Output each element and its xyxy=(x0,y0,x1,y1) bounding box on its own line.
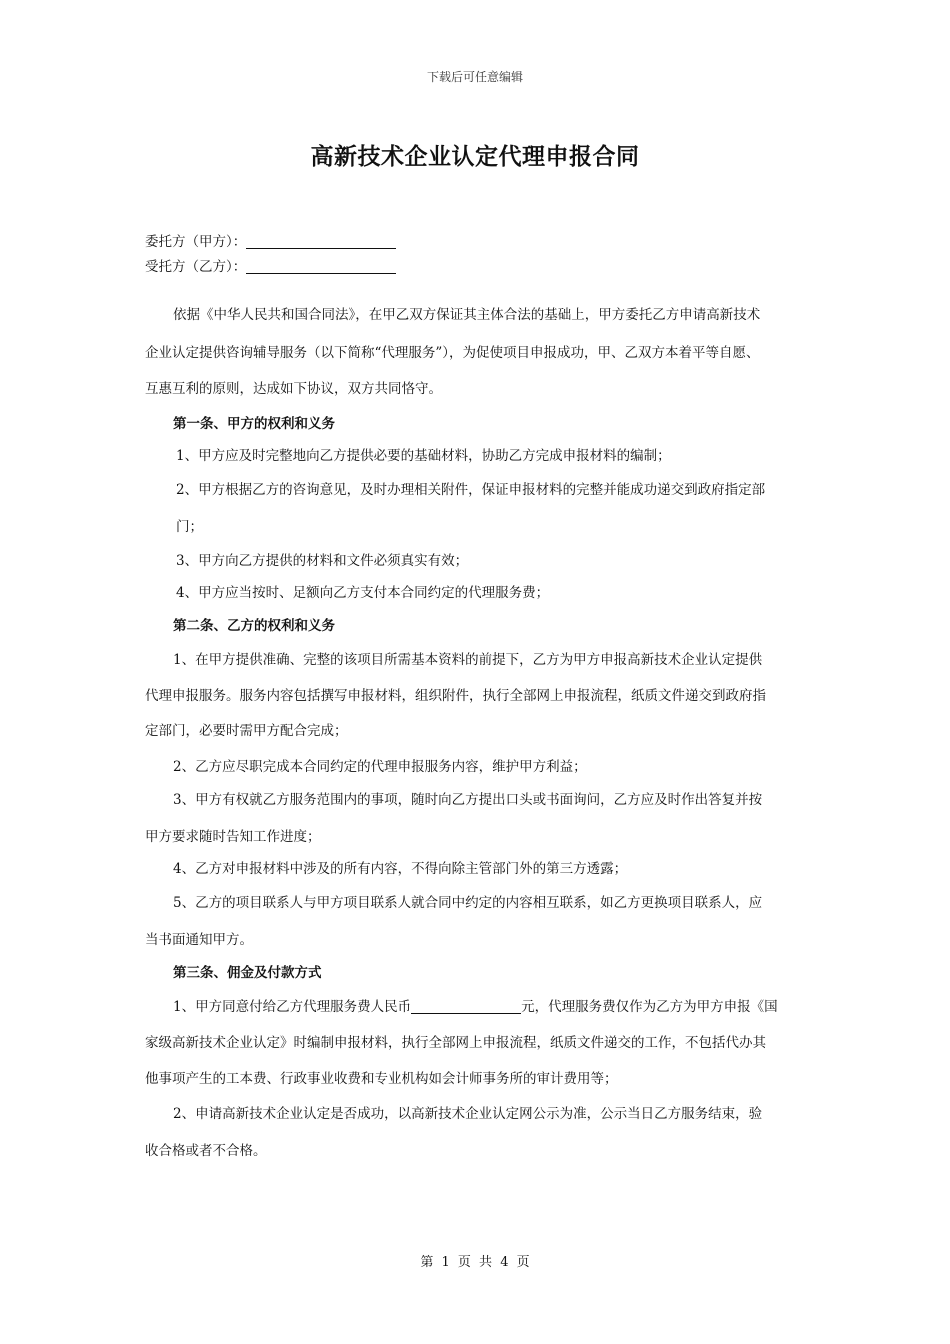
intro-line: 互惠互利的原则，达成如下协议，双方共同恪守。 xyxy=(145,381,442,397)
fee-text-after: 元，代理服务费仅作为乙方为甲方申报《国 xyxy=(521,999,778,1015)
article-2-item: 代理申报服务。服务内容包括撰写申报材料，组织附件，执行全部网上申报流程，纸质文件递交到政府指 xyxy=(145,688,766,704)
party-a-blank xyxy=(246,234,396,249)
party-a-label: 委托方（甲方）： xyxy=(145,234,247,250)
article-2-item: 1、在甲方提供准确、完整的该项目所需基本资料的前提下，乙方为甲方申报高新技术企业认定提供 xyxy=(173,652,763,668)
fee-amount-blank xyxy=(411,999,521,1014)
party-b-row xyxy=(145,255,396,275)
article-3-item: 他事项产生的工本费、行政事业收费和专业机构如会计师事务所的审计费用等； xyxy=(145,1071,618,1087)
article-2-item: 当书面通知甲方。 xyxy=(145,932,253,948)
page-number: 第 1 页 共 4 页 xyxy=(420,1255,530,1270)
party-b-label: 受托方（乙方）： xyxy=(145,259,247,275)
article-2-heading: 第二条、乙方的权利和义务 xyxy=(173,618,335,634)
article-1-item: 1、甲方应及时完整地向乙方提供必要的基础材料，协助乙方完成申报材料的编制； xyxy=(176,448,671,464)
article-3-heading: 第三条、佣金及付款方式 xyxy=(173,965,322,981)
page-title: 高新技术企业认定代理申报合同 xyxy=(310,143,640,170)
party-a-row xyxy=(145,230,396,250)
article-3-item: 家级高新技术企业认定》时编制申报材料，执行全部网上申报流程，纸质文件递交的工作，不包括代办其 xyxy=(145,1035,766,1051)
article-1-item: 门； xyxy=(176,519,203,535)
fee-text-before: 1、甲方同意付给乙方代理服务费人民币 xyxy=(173,999,412,1015)
intro-line: 依据《中华人民共和国合同法》，在甲乙双方保证其主体合法的基础上，甲方委托乙方申请高新技术 xyxy=(173,307,761,323)
article-1-heading: 第一条、甲方的权利和义务 xyxy=(173,416,335,432)
article-2-item: 甲方要求随时告知工作进度； xyxy=(145,829,321,845)
article-3-item xyxy=(173,995,843,1015)
intro-line: 企业认定提供咨询辅导服务（以下简称“代理服务”），为促使项目申报成功，甲、乙双方本着平等自愿、 xyxy=(145,345,760,361)
article-1-item: 3、甲方向乙方提供的材料和文件必须真实有效； xyxy=(176,553,469,569)
article-2-item: 5、乙方的项目联系人与甲方项目联系人就合同中约定的内容相互联系，如乙方更换项目联系人，应 xyxy=(173,895,763,911)
header-note: 下载后可任意编辑 xyxy=(426,70,523,84)
article-1-item: 2、甲方根据乙方的咨询意见，及时办理相关附件，保证申报材料的完整并能成功递交到政府指定部 xyxy=(176,482,766,498)
party-b-blank xyxy=(246,259,396,274)
article-3-item: 收合格或者不合格。 xyxy=(145,1143,267,1159)
article-2-item: 3、甲方有权就乙方服务范围内的事项，随时向乙方提出口头或书面询问，乙方应及时作出答复并按 xyxy=(173,792,763,808)
article-2-item: 2、乙方应尽职完成本合同约定的代理申报服务内容，维护甲方利益； xyxy=(173,759,587,775)
article-2-item: 4、乙方对申报材料中涉及的所有内容，不得向除主管部门外的第三方透露； xyxy=(173,861,628,877)
article-1-item: 4、甲方应当按时、足额向乙方支付本合同约定的代理服务费； xyxy=(176,585,550,601)
article-3-item: 2、申请高新技术企业认定是否成功，以高新技术企业认定网公示为准，公示当日乙方服务结束，验 xyxy=(173,1106,763,1122)
article-2-item: 定部门，必要时需甲方配合完成； xyxy=(145,723,348,739)
